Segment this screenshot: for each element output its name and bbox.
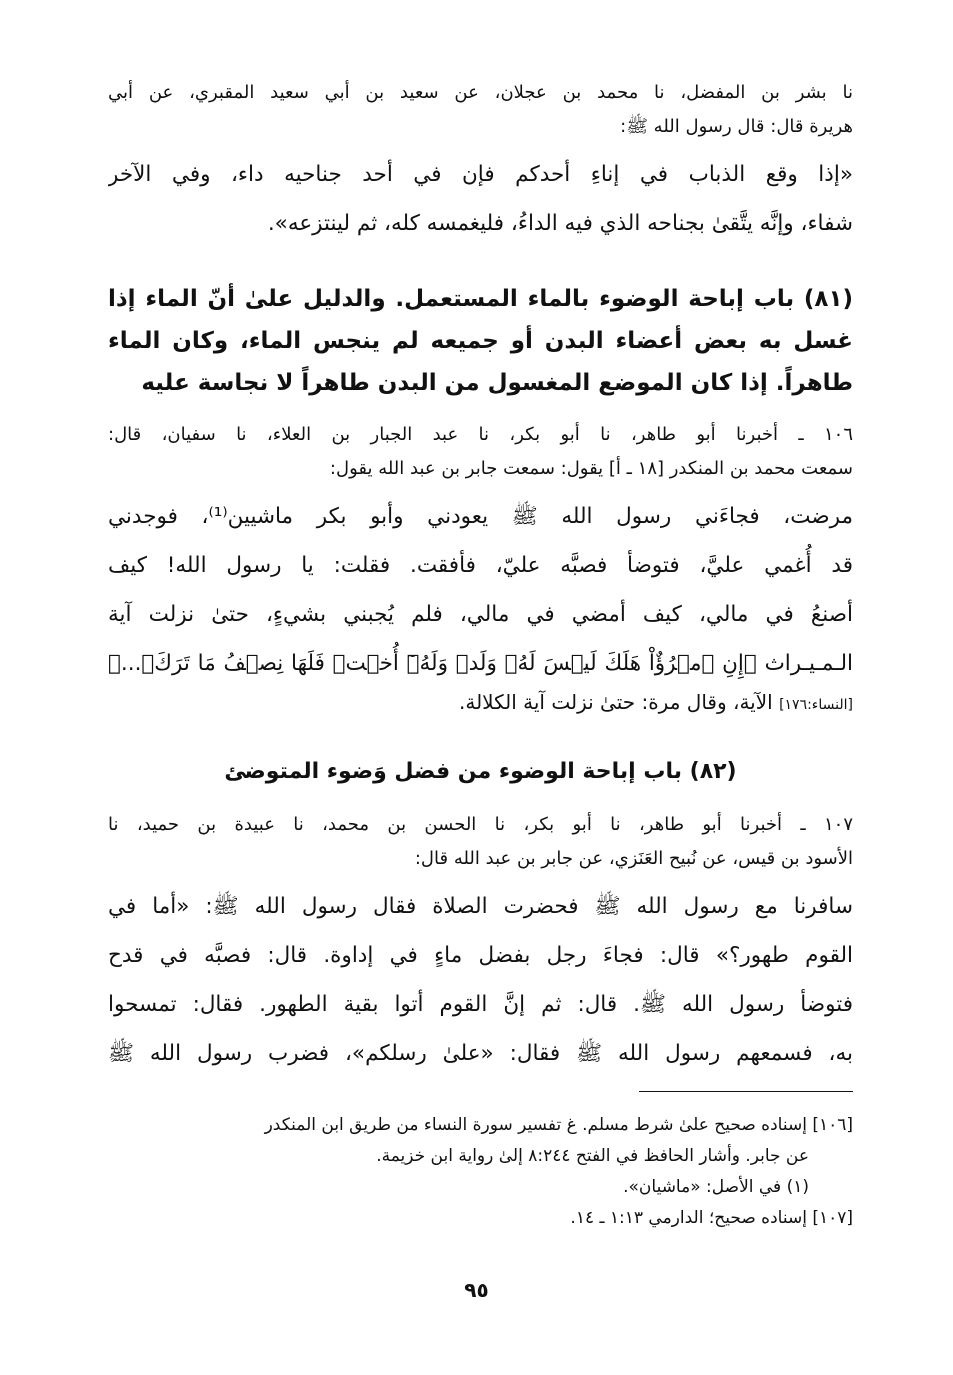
hadith-106-isnad-line-1: ١٠٦ ـ أخبرنا أبو طاهر، نا أبو بكر، نا عبد الجبار بن العلاء، نا سفيان، قال: [108, 424, 853, 445]
page-number: ٩٥ [464, 1278, 489, 1302]
hadith-106-closing: الآية، وقال مرة: حتىٰ نزلت آية الكلالة. [458, 690, 780, 714]
chapter-82-heading: (٨٢) باب إباحة الوضوء من فضل وَضوء المتوضئ [224, 759, 737, 784]
hadith-107-isnad-line-1: ١٠٧ ـ أخبرنا أبو طاهر، نا أبو بكر، نا الحسن بن محمد، نا عبيدة بن حميد، نا [108, 814, 853, 835]
top-isnad [108, 76, 853, 144]
hadith-107-line-1: سافرنا مع رسول الله ﷺ فحضرت الصلاة فقال رسول الله ﷺ: «أما في [108, 894, 853, 919]
hadith-106-line-2: قد أُغمي عليَّ، فتوضأ فصبَّه عليّ، فأفقت. فقلت: يا رسول الله! كيف [108, 553, 853, 578]
footnotes [108, 1110, 853, 1234]
hadith-106-line-3: أصنعُ في مالي، كيف أمضي في مالي، فلم يُجبني بشيءٍ، حتىٰ نزلت آية [108, 602, 853, 627]
top-hadith-line-2: شفاء، وإنَّه يتَّقىٰ بجناحه الذي فيه الداءُ، فليغمسه كله، ثم لينتزعه». [267, 211, 853, 236]
hadith-106-line-1: مرضت، فجاءَني رسول الله ﷺ يعودني وأبو بكر ماشيين⁽¹⁾، فوجدني [108, 504, 853, 529]
footnote-separator [639, 1091, 853, 1092]
top-isnad-line-1: نا بشر بن المفضل، نا محمد بن عجلان، عن سعيد بن أبي سعيد المقبري، عن أبي [108, 82, 853, 103]
chapter-81-heading-line-1: (٨١) باب إباحة الوضوء بالماء المستعمل. والدليل علىٰ أنّ الماء إذا [108, 286, 853, 312]
hadith-107-line-3: فتوضأ رسول الله ﷺ. قال: ثم إنَّ القوم أتوا بقية الطهور. فقال: تمسحوا [108, 992, 853, 1017]
footnote-107: [١٠٧] إسناده صحيح؛ الدارمي ١:١٣ ـ ١٤. [570, 1208, 853, 1228]
top-hadith-text [108, 150, 853, 248]
hadith-106-line-4-quran-verse: الـمـيـراث ﴿إِنِ ٱمۡرُؤٌاْ هَلَكَ لَيۡسَ لَهُۥ وَلَدٞ وَلَهُۥٓ أُخۡتٞ فَلَهَا نِصۡفُ مَا تَرَكَۚ...﴾ [108, 651, 853, 676]
footnote-106-line-1: [١٠٦] إسناده صحيح علىٰ شرط مسلم. غ تفسير سورة النساء من طريق ابن المنكدر [264, 1115, 853, 1135]
chapter-81-heading-line-2: غسل به بعض أعضاء البدن أو جميعه لم ينجس الماء، وكان الماء [108, 328, 853, 354]
hadith-107-line-2: القوم طهور؟» قال: فجاءَ رجل بفضل ماءٍ في إداوة. قال: فصبَّه في قدح [108, 943, 853, 968]
hadith-107-isnad [108, 808, 853, 876]
hadith-106-isnad-line-2: سمعت محمد بن المنكدر [١٨ ـ أ] يقول: سمعت جابر بن عبد الله يقول: [329, 458, 853, 479]
footnote-1: (١) في الأصل: «ماشيان». [623, 1177, 809, 1197]
hadith-106-isnad [108, 418, 853, 486]
top-isnad-line-2: هريرة قال: قال رسول الله ﷺ: [620, 116, 853, 137]
quran-reference: [النساء:١٧٦] [779, 697, 853, 713]
hadith-106-ending [108, 684, 853, 723]
hadith-106-line-5 [108, 684, 853, 723]
hadith-107-line-4: به، فسمعهم رسول الله ﷺ فقال: «علىٰ رسلكم»، فضرب رسول الله ﷺ [108, 1041, 853, 1066]
footnote-106-line-2: عن جابر. وأشار الحافظ في الفتح ٨:٢٤٤ إلىٰ رواية ابن خزيمة. [376, 1146, 809, 1166]
chapter-81-heading-line-3: طاهراً. إذا كان الموضع المغسول من البدن طاهراً لا نجاسة عليه [141, 370, 853, 396]
hadith-107-text [108, 882, 853, 1078]
hadith-107-isnad-line-2: الأسود بن قيس، عن نُبيح العَنَزي، عن جابر بن عبد الله قال: [414, 848, 853, 869]
hadith-106-text [108, 492, 853, 688]
top-hadith-line-1: «إذا وقع الذباب في إناءِ أحدكم فإن في أحد جناحيه داء، وفي الآخر [108, 162, 853, 187]
chapter-81-heading [108, 278, 853, 404]
